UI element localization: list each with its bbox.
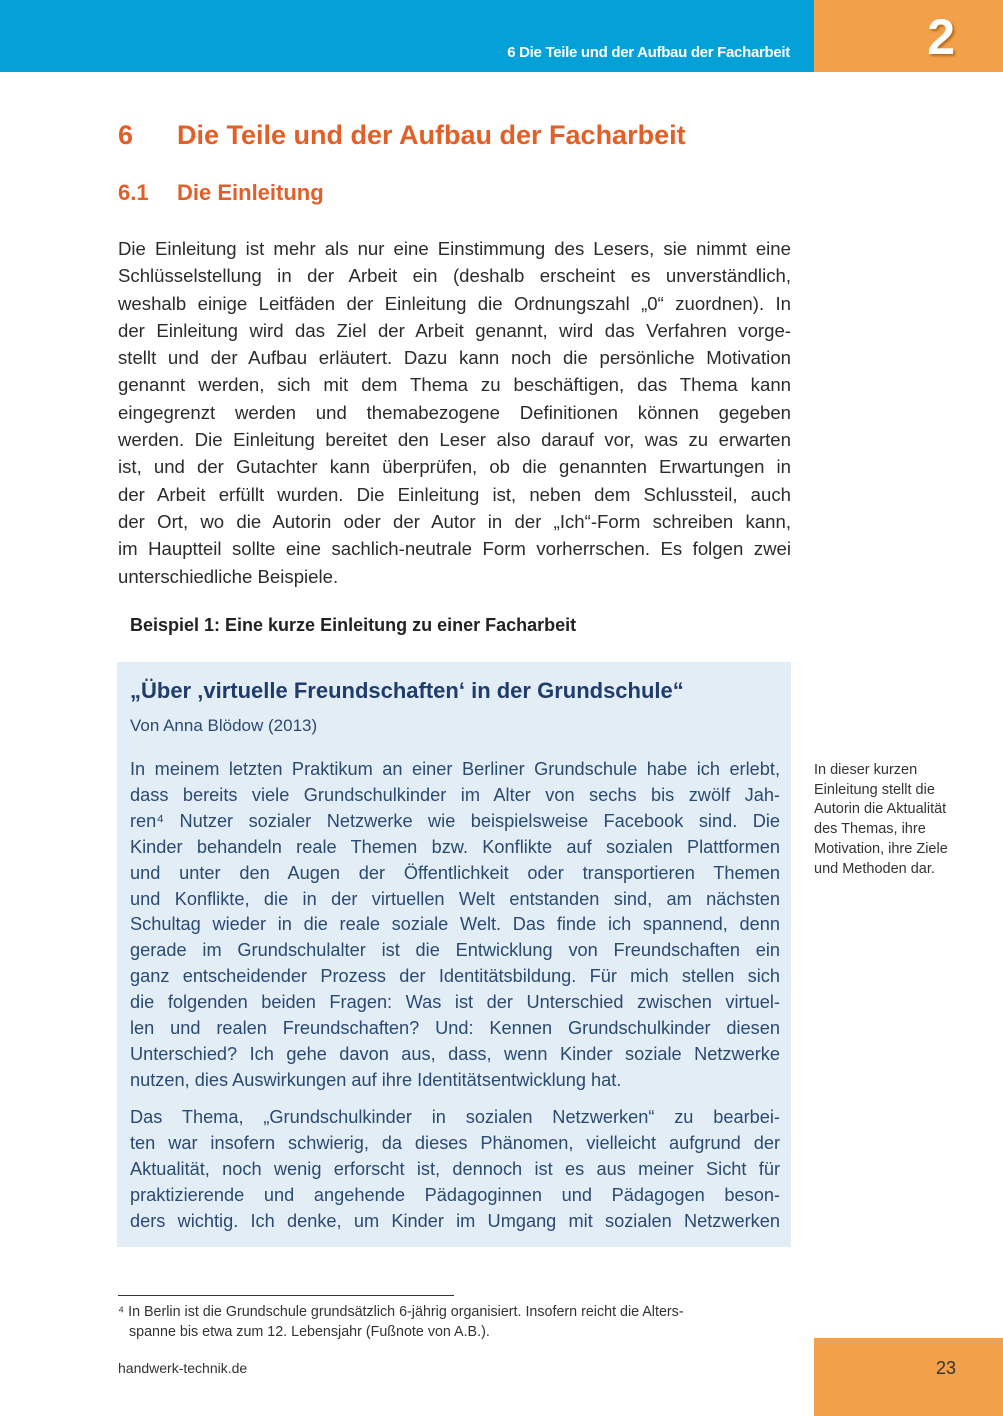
running-title: 6 Die Teile und der Aufbau der Facharbeit: [507, 44, 790, 61]
footer-site: handwerk-technik.de: [118, 1360, 248, 1376]
text-line: werden. Die Einleitung bereitet den Leser also darauf vor, was zu erwarten: [118, 429, 791, 451]
text-line: ren⁴ Nutzer sozialer Netzwerke wie beispielsweise Facebook sind. Die: [130, 810, 780, 831]
example-label: Beispiel 1: Eine kurze Einleitung zu einer Facharbeit: [130, 615, 577, 635]
text-line: Einleitung stellt die: [814, 781, 935, 798]
text-line: In dieser kurzen: [814, 762, 918, 778]
subsection-heading: [118, 180, 324, 206]
text-line: ⁴ In Berlin ist die Grundschule grundsätzlich 6-jährig organisiert. Insofern reicht die Alters-: [118, 1304, 684, 1320]
text-line: eingegrenzt werden und themabezogene Definitionen können gegeben: [118, 401, 791, 423]
text-line: Schultag wieder in die reale soziale Welt. Das finde ich spannend, denn: [130, 914, 780, 935]
text-line: Motivation, ihre Ziele: [814, 840, 948, 857]
text-line: ist, und der Gutachter kann überprüfen, ob die genannten Erwartungen in: [118, 456, 791, 478]
example-paragraph-1: [130, 757, 780, 1094]
page-number-tab: [814, 1338, 1003, 1416]
text-line: weshalb einige Leitfäden der Einleitung die Ordnungszahl „0“ zuordnen). In: [118, 292, 791, 314]
text-line: der Einleitung wird das Ziel der Arbeit genannt, wird das Verfahren vorge-: [118, 319, 791, 341]
example-author: Von Anna Blödow (2013): [130, 716, 318, 735]
chapter-number: 2: [927, 9, 955, 65]
text-line: Kinder behandeln reale Themen bzw. Konflikte auf sozialen Plattformen: [130, 836, 780, 857]
text-line: Unterschied? Ich gehe davon aus, dass, wenn Kinder soziale Netzwerke: [130, 1043, 780, 1064]
text-line: die folgenden beiden Fragen: Was ist der Unterschied zwischen virtuel-: [130, 992, 780, 1013]
example-title: „Über ‚virtuelle Freundschaften‘ in der Grundschule“: [130, 678, 684, 703]
text-line: Aktualität, noch wenig erforscht ist, dennoch ist es aus meiner Sicht für: [130, 1158, 780, 1179]
example-box: [117, 662, 791, 1247]
text-line: len und realen Freundschaften? Und: Kennen Grundschulkinder diesen: [130, 1018, 780, 1039]
text-line: nutzen, dies Auswirkungen auf ihre Identitätsentwicklung hat.: [130, 1069, 622, 1090]
section-heading: [118, 120, 686, 151]
section-number: 6: [118, 120, 134, 150]
text-line: ders wichtig. Ich denke, um Kinder im Umgang mit sozialen Netzwerken: [130, 1210, 780, 1231]
body-paragraph: [118, 235, 791, 590]
footnote: [118, 1302, 791, 1342]
running-header-bar: [0, 0, 814, 72]
text-line: praktizierende und angehende Pädagoginnen und Pädagogen beson-: [130, 1184, 780, 1205]
text-line: im Hauptteil sollte eine sachlich-neutrale Form vorherrschen. Es folgen zwei: [118, 538, 791, 560]
text-line: der Ort, wo die Autorin oder der Autor in der „Ich“-Form schreiben kann,: [118, 510, 791, 532]
text-line: stellt und der Aufbau erläutert. Dazu kann noch die persönliche Motivation: [118, 347, 791, 369]
text-line: genannt werden, sich mit dem Thema zu beschäftigen, das Thema kann: [118, 374, 791, 396]
text-line: dass bereits viele Grundschulkinder im Alter von sechs bis zwölf Jah-: [130, 784, 780, 805]
text-line: In meinem letzten Praktikum an einer Berliner Grundschule habe ich erlebt,: [130, 759, 780, 779]
text-line: und unter den Augen der Öffentlichkeit oder transportieren Themen: [130, 862, 780, 883]
footnote-divider: [118, 1295, 454, 1296]
example-paragraph-2: [130, 1105, 780, 1235]
text-line: ten war insofern schwierig, da dieses Phänomen, vielleicht aufgrund der: [130, 1132, 780, 1153]
text-line: der Arbeit erfüllt wurden. Die Einleitung ist, neben dem Schlussteil, auch: [118, 483, 791, 505]
page-number: 23: [935, 1358, 956, 1378]
subsection-number: 6.1: [118, 180, 149, 205]
text-line: Die Einleitung ist mehr als nur eine Einstimmung des Lesers, sie nimmt eine: [118, 238, 791, 259]
text-line: Schlüsselstellung in der Arbeit ein (deshalb erscheint es unverständlich,: [118, 265, 791, 287]
subsection-title: Die Einleitung: [177, 180, 324, 205]
text-line: spanne bis etwa zum 12. Lebensjahr (Fußnote von A.B.).: [129, 1324, 490, 1340]
text-line: und Konflikte, die in der virtuellen Welt entstanden sind, am nächsten: [130, 888, 780, 909]
text-line: des Themas, ihre: [814, 821, 926, 838]
text-line: Autorin die Aktualität: [814, 801, 947, 818]
chapter-tab: [814, 0, 1003, 72]
text-line: und Methoden dar.: [814, 860, 935, 877]
section-title: Die Teile und der Aufbau der Facharbeit: [177, 120, 686, 150]
text-line: gerade im Grundschulalter ist die Entwicklung von Freundschaften ein: [130, 940, 780, 961]
text-line: Das Thema, „Grundschulkinder in sozialen Netzwerken“ zu bearbei-: [130, 1107, 780, 1127]
text-line: ganz entscheidender Prozess der Identitätsbildung. Für mich stellen sich: [130, 966, 780, 987]
text-line: unterschiedliche Beispiele.: [118, 565, 339, 587]
margin-note: [814, 761, 994, 879]
